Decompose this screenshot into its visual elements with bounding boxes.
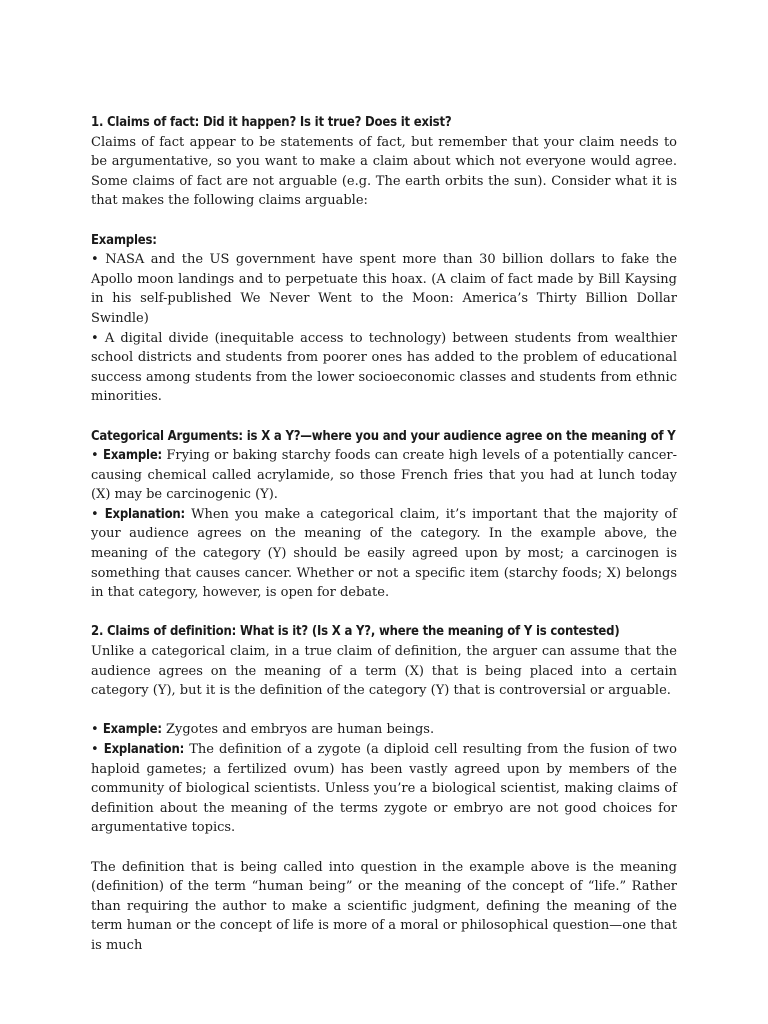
categorical-example-text: Frying or baking starchy foods can create high levels of a potentially cancer-causing chemical called acrylamide, so those French fries that you had at lunch today (X) may be carcinogenic (Y). <box>91 448 678 503</box>
example-item-1 <box>91 250 677 328</box>
bullet: • <box>91 742 99 757</box>
bullet: • <box>91 506 99 522</box>
bullet: • <box>91 448 99 464</box>
example-item-2 <box>91 329 677 407</box>
document-page <box>91 113 677 956</box>
definition-example <box>91 720 677 740</box>
example-label: Example: <box>102 722 162 738</box>
section1-heading: 1. Claims of fact: Did it happen? Is it true? Does it exist? <box>91 115 452 130</box>
categorical-explanation-text: When you make a categorical claim, it’s important that the majority of your audience agrees on the meaning of the category. In the example above, the meaning of the category (Y) should be easily agreed upon by most; a carcinogen is something that causes cancer. Whether or not a specific item (starchy foods; X) belongs in that category, however, is open for debate. <box>91 506 677 601</box>
example-item-1-text: NASA and the US government have spent more than 30 billion dollars to fake the Apollo moon landings and to perpetuate this hoax. (A claim of fact made by Bill Kaysing in his self-published We Never Went to the Moon: America’s Thirty Billion Dollar Swindle) <box>91 252 678 326</box>
section1-body: Claims of fact appear to be statements of fact, but remember that your claim needs to be argumentative, so you want to make a claim about which not everyone would agree. Some claims of fact are not arguable (e.g. The earth orbits the sun). Consider what it is that makes the following claims arguable: <box>91 134 677 209</box>
categorical-heading: Categorical Arguments: is X a Y?—where you and your audience agree on the meaning of Y <box>91 428 676 444</box>
explanation-label: Explanation: <box>104 506 186 522</box>
definition-explanation-text: The definition of a zygote (a diploid cell resulting from the fusion of two haploid gametes; a fertilized ovum) has been vastly agreed upon by members of the community of biological scientists. Unless you’re a biological scientist, making claims of definition about the meaning of the terms zygote or embryo are not good choices for argumentative topics. <box>91 742 677 836</box>
example-label: Example: <box>103 448 163 464</box>
example-item-2-text: A digital divide (inequitable access to technology) between students from wealthier school districts and students from poorer ones has added to the problem of educational success among students from the lower socioeconomic classes and students from ethnic minorities. <box>91 330 678 405</box>
section2-heading: 2. Claims of definition: What is it? (Is X a Y?, where the meaning of Y is contested) <box>91 624 620 640</box>
bullet: • <box>91 252 99 268</box>
definition-example-text: Zygotes and embryos are human beings. <box>165 722 435 738</box>
explanation-label: Explanation: <box>103 742 185 757</box>
closing-paragraph: The definition that is being called into question in the example above is the meaning (definition) of the term “human being” or the meaning of the concept of “life.” Rather than requiring the author to make a scientific judgment, defining the meaning of the term human or the concept of life is more of a moral or philosophical question—one that is much <box>91 859 677 953</box>
examples-heading: Examples: <box>91 232 157 248</box>
section2-body: Unlike a categorical claim, in a true claim of definition, the arguer can assume that the audience agrees on the meaning of a term (X) that is being placed into a certain category (Y), but it is the definition of the category (Y) that is controversial or arguable. <box>91 644 677 699</box>
categorical-example <box>91 446 677 505</box>
definition-explanation <box>91 740 677 838</box>
bullet: • <box>91 330 99 346</box>
bullet: • <box>91 722 99 738</box>
categorical-explanation <box>91 505 677 603</box>
